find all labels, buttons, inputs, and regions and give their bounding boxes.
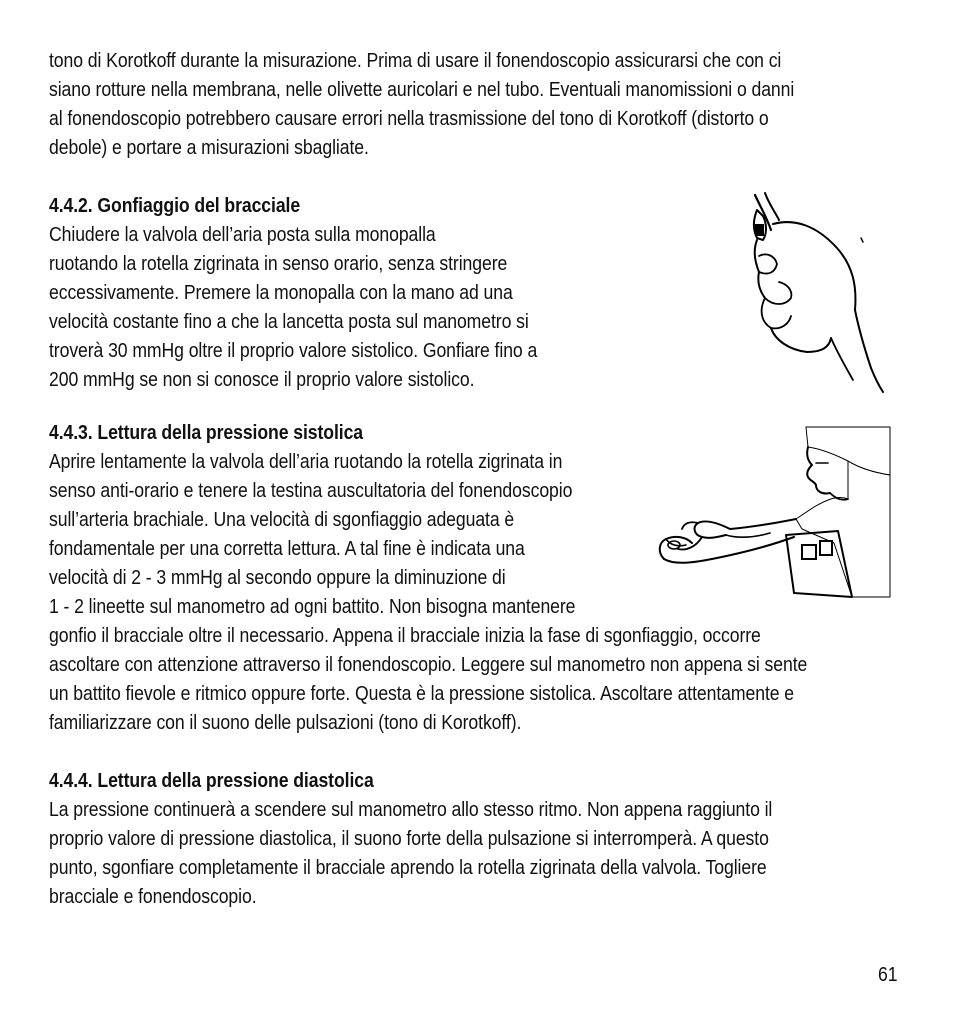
intro-line-1: tono di Korotkoff durante la misurazione. Prima di usare il fonendoscopio assicurarsi che con ci <box>49 49 782 72</box>
section-442-line-1: Chiudere la valvola dell’aria posta sulla monopalla <box>49 223 436 246</box>
section-442-line-4: velocità costante fino a che la lancetta posta sul manometro si <box>49 310 529 333</box>
section-443-heading: 4.4.3. Lettura della pressione sistolica <box>49 421 364 444</box>
section-444-heading: 4.4.4. Lettura della pressione diastolica <box>49 769 374 792</box>
section-442-heading: 4.4.2. Gonfiaggio del bracciale <box>49 194 301 217</box>
intro-line-2: siano rotture nella membrana, nelle olivette auricolari e nel tubo. Eventuali manomissioni o danni <box>49 78 795 101</box>
section-443-line-4: fondamentale per una corretta lettura. A tal fine è indicata una <box>49 537 525 560</box>
page-number: 61 <box>878 963 898 986</box>
intro-line-3: al fonendoscopio potrebbero causare errori nella trasmissione del tono di Korotkoff (distorto o <box>49 107 769 130</box>
section-444-line-2: proprio valore di pressione diastolica, il suono forte della pulsazione si interromperà. A questo <box>49 827 769 850</box>
section-442-line-2: ruotando la rotella zigrinata in senso orario, senza stringere <box>49 252 508 275</box>
section-443-line-8: ascoltare con attenzione attraverso il fonendoscopio. Leggere sul manometro non appena si sente <box>49 653 808 676</box>
section-443-line-1: Aprire lentamente la valvola dell’aria ruotando la rotella zigrinata in <box>49 450 563 473</box>
section-443-line-9: un battito fievole e ritmico oppure forte. Questa è la pressione sistolica. Ascoltare attentamente e <box>49 682 795 705</box>
intro-line-4: debole) e portare a misurazioni sbagliate. <box>49 136 369 159</box>
section-442-line-5: troverà 30 mmHg oltre il proprio valore sistolico. Gonfiare fino a <box>49 339 538 362</box>
section-444-line-1: La pressione continuerà a scendere sul manometro allo stesso ritmo. Non appena raggiunto il <box>49 798 773 821</box>
section-442-line-3: eccessivamente. Premere la monopalla con la mano ad una <box>49 281 513 304</box>
section-444-line-3: punto, sgonfiare completamente il bracciale aprendo la rotella zigrinata della valvola. Togliere <box>49 856 767 879</box>
section-444-line-4: bracciale e fonendoscopio. <box>49 885 257 908</box>
section-442-line-6: 200 mmHg se non si conosce il proprio valore sistolico. <box>49 368 475 391</box>
section-443-line-3: sull’arteria brachiale. Una velocità di sgonfiaggio adeguata è <box>49 508 515 531</box>
section-443-line-2: senso anti-orario e tenere la testina auscultatoria del fonendoscopio <box>49 479 573 502</box>
section-443-line-7: gonfio il bracciale oltre il necessario. Appena il bracciale inizia la fase di sgonfiaggio, occorre <box>49 624 761 647</box>
person-with-arm-cuff-icon <box>656 425 892 600</box>
section-443-line-10: familiarizzare con il suono delle pulsazioni (tono di Korotkoff). <box>49 711 522 734</box>
section-443-line-5: velocità di 2 - 3 mmHg al secondo oppure la diminuzione di <box>49 566 506 589</box>
section-443-line-6: 1 - 2 lineette sul manometro ad ogni battito. Non bisogna mantenere <box>49 595 576 618</box>
hand-squeezing-bulb-icon <box>745 190 890 395</box>
